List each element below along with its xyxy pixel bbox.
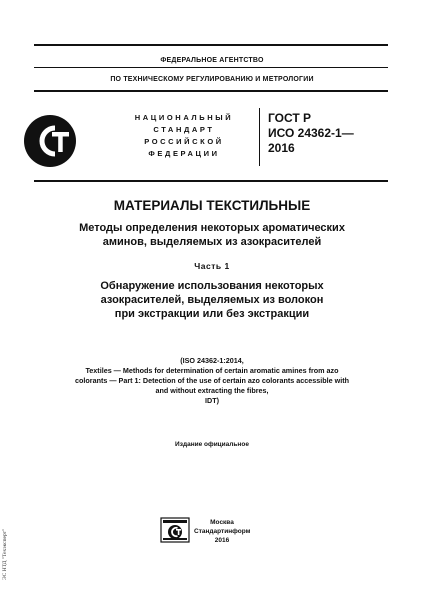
subtitle (0, 221, 424, 249)
header-bottom-rule (34, 90, 388, 92)
iso-line: colorants — Part 1: Detection of the use of certain azo colorants accessible with (75, 376, 349, 385)
part-title-line: Обнаружение использования некоторых (100, 280, 324, 292)
rst-logo-icon (22, 113, 78, 169)
publisher-line: Стандартинформ (194, 528, 251, 535)
national-standard-block (120, 112, 248, 160)
iso-line: (ISO 24362-1:2014, (180, 356, 244, 365)
part-title-line: азокрасителей, выделяемых из волокон (100, 294, 324, 306)
subtitle-line: аминов, выделяемых из азокрасителей (102, 236, 322, 248)
part-title (0, 279, 424, 321)
title-top-rule (34, 180, 388, 182)
standartinform-logo-icon (160, 517, 190, 543)
iso-line: Textiles — Methods for determination of certain aromatic amines from azo (85, 366, 339, 375)
national-line: СТАНДАРТ (153, 125, 215, 134)
side-watermark-note: ЭС НТД "Техэксперт" (2, 528, 8, 580)
gost-line: ГОСТ Р (268, 111, 312, 125)
publisher-line: Москва (210, 519, 234, 526)
national-line: НАЦИОНАЛЬНЫЙ (134, 113, 234, 122)
gost-line: ИСО 24362-1— (268, 126, 354, 140)
iso-line: and without extracting the fibres, (155, 386, 269, 395)
agency-line-2: ПО ТЕХНИЧЕСКОМУ РЕГУЛИРОВАНИЮ И МЕТРОЛОГИИ (110, 76, 314, 83)
iso-reference (0, 356, 424, 406)
agency-line-1: ФЕДЕРАЛЬНОЕ АГЕНТСТВО (160, 57, 264, 64)
publisher (194, 518, 250, 545)
national-line: ФЕДЕРАЦИИ (148, 149, 220, 158)
vertical-divider (259, 108, 260, 166)
subtitle-line: Методы определения некоторых ароматических (79, 222, 345, 234)
part-label: Часть 1 (194, 261, 230, 271)
iso-line: IDT) (205, 396, 219, 405)
agency-divider (34, 67, 388, 68)
gost-line: 2016 (268, 141, 295, 155)
edition-label: Издание официальное (175, 441, 249, 448)
top-rule (34, 44, 388, 46)
publisher-line: 2016 (214, 537, 230, 544)
part-title-line: при экстракции или без экстракции (114, 308, 310, 320)
national-line: РОССИЙСКОЙ (144, 137, 224, 146)
document-title: МАТЕРИАЛЫ ТЕКСТИЛЬНЫЕ (113, 198, 311, 213)
gost-number-block (268, 111, 354, 156)
